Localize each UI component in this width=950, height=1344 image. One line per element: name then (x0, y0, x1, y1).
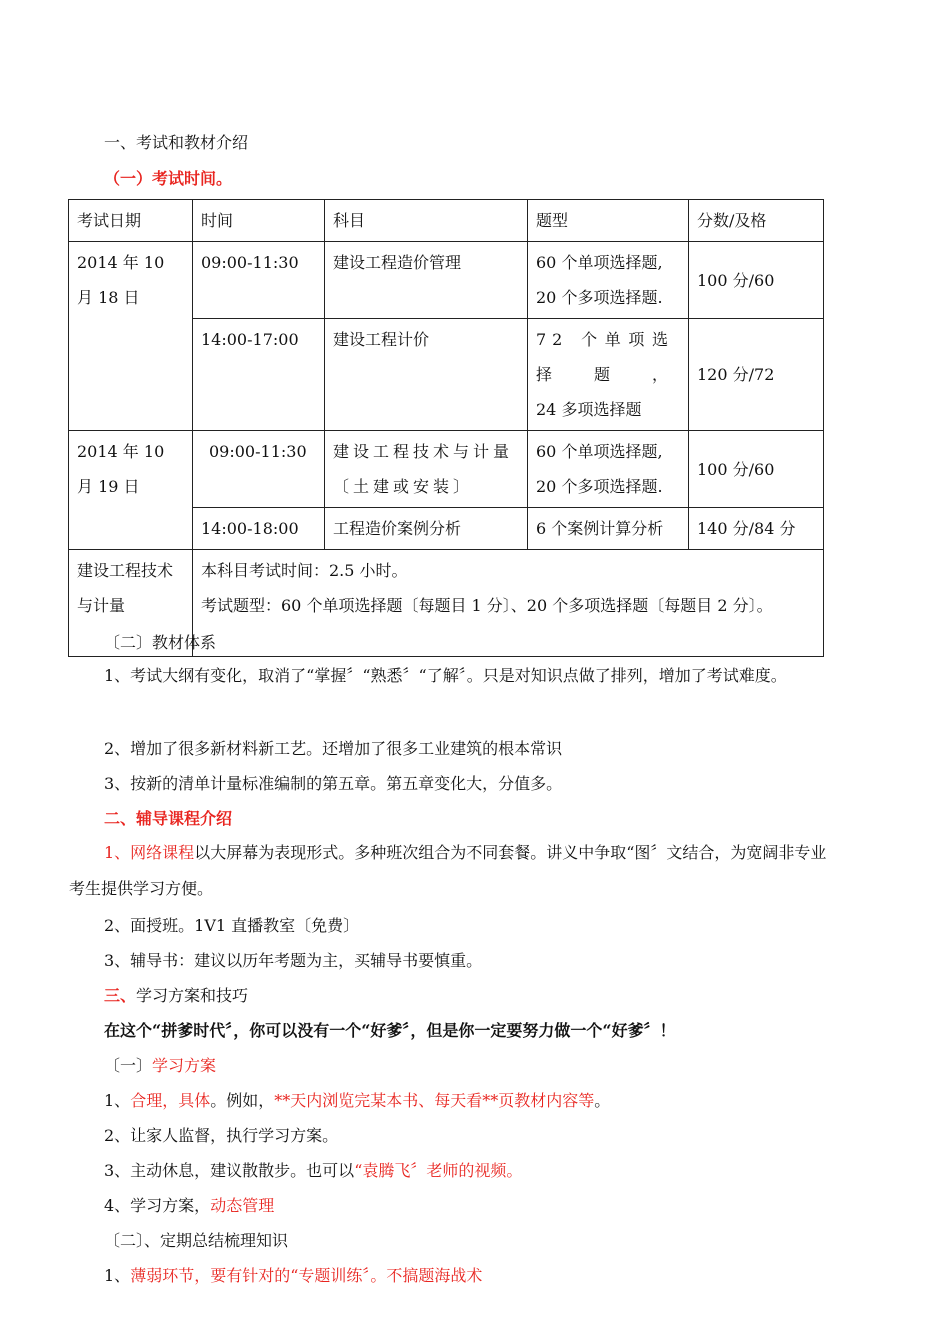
textbook-item-3: 3、按新的清单计量标准编制的第五章。第五章变化大，分值多。 (104, 774, 563, 793)
score-cell: 100 分/60 (689, 242, 824, 319)
question-type-line: 60 个单项选择题, (536, 253, 663, 272)
table-row (69, 431, 824, 508)
textbook-title: 〔二〕教材体系 (104, 633, 217, 652)
review-item-1 (104, 1266, 482, 1286)
course-item-3: 3、辅导书：建议以历年考题为主，买辅导书要慎重。 (104, 951, 483, 970)
plan-title (104, 1056, 216, 1076)
exam-date-cell: 2014 年 10 月 19 日 (69, 431, 193, 550)
course-item-1-text: 以大屏幕为表现形式。多种班次组合为不同套餐。讲义中争取“图〞文结合，为宽阔非专业考生提供学习方便。 (69, 843, 827, 898)
plan-title-text: 学习方案 (152, 1056, 217, 1075)
plan-item-3 (104, 1161, 522, 1181)
subject-cell: 建设工程造价管理 (325, 242, 528, 319)
section-2-title: 二、辅导课程介绍 (104, 809, 233, 828)
subject-cell: 建设工程技术与计量〔土建或安装〕 (325, 431, 528, 508)
textbook-item-2: 2、增加了很多新材料新工艺。还增加了很多工业建筑的根本常识 (104, 739, 563, 758)
plan-item-1 (104, 1091, 610, 1111)
time-cell: 14:00-18:00 (193, 508, 325, 550)
time-cell: 09:00-11:30 (193, 431, 325, 508)
question-type-cell (528, 319, 689, 431)
plan-item-4 (104, 1196, 274, 1216)
subject-cell: 工程造价案例分析 (325, 508, 528, 550)
plan-item-4-text: 4、学习方案， (104, 1196, 211, 1215)
table-row (69, 242, 824, 319)
motto: 在这个“拼爹时代〞，你可以没有一个“好爹〞，但是你一定要努力做一个“好爹〞！ (104, 1021, 676, 1040)
question-type-line: 24 多项选择题 (536, 400, 642, 419)
header-score: 分数/及格 (689, 200, 824, 242)
exam-time-title: （一）考试时间。 (104, 169, 233, 188)
review-item-1-number: 1、 (104, 1266, 131, 1285)
plan-item-1-end: 。 (594, 1091, 611, 1110)
note-line: 本科目考试时间：2.5 小时。 (201, 561, 408, 580)
plan-item-1-example: **天内浏览完某本书、每天看**页教材内容等 (274, 1091, 595, 1110)
review-title: 〔二〕、定期总结梳理知识 (104, 1231, 289, 1250)
exam-date-cell: 2014 年 10 月 18 日 (69, 242, 193, 431)
course-item-1-highlight: 1、网络课程 (104, 843, 195, 862)
plan-item-3-highlight: “袁腾飞〞老师的视频。 (354, 1161, 523, 1180)
course-item-2: 2、面授班。1V1 直播教室〔免费〕 (104, 916, 360, 935)
section-3-text: 学习方案和技巧 (136, 986, 249, 1005)
score-cell: 120 分/72 (689, 319, 824, 431)
header-time: 时间 (193, 200, 325, 242)
plan-title-prefix: 〔一〕 (104, 1056, 153, 1075)
plan-item-2: 2、让家人监督，执行学习方案。 (104, 1126, 339, 1145)
plan-item-3-text: 3、主动休息，建议散散步。也可以 (104, 1161, 355, 1180)
note-line: 考试题型：60 个单项选择题〔每题目 1 分〕、20 个多项选择题〔每题目 2 分〕。 (201, 596, 773, 615)
question-type-cell (528, 431, 689, 508)
header-subject: 科目 (325, 200, 528, 242)
question-type-line: 20 个多项选择题. (536, 477, 663, 496)
section-3-title (104, 986, 248, 1006)
question-type-line: 60 个单项选择题, (536, 442, 663, 461)
course-item-1 (69, 835, 839, 907)
time-cell: 14:00-17:00 (193, 319, 325, 431)
score-cell: 100 分/60 (689, 431, 824, 508)
plan-item-4-highlight: 动态管理 (210, 1196, 275, 1215)
note-label-cell: 建设工程技术与计量 (69, 550, 193, 657)
note-content-cell (193, 550, 824, 657)
section-3-number: 三、 (104, 986, 137, 1005)
plan-item-1-text: 。例如， (210, 1091, 275, 1110)
question-type-line: 72 个单项选择题， (536, 330, 674, 384)
section-1-title: 一、考试和教材介绍 (104, 133, 249, 152)
header-question-type: 题型 (528, 200, 689, 242)
plan-item-1-number: 1、 (104, 1091, 131, 1110)
review-item-1-highlight: 薄弱环节，要有针对的“专题训练〞。不搞题海战术 (130, 1266, 483, 1285)
score-cell: 140 分/84 分 (689, 508, 824, 550)
table-header-row (69, 200, 824, 242)
question-type-cell (528, 242, 689, 319)
plan-item-1-highlight: 合理，具体 (130, 1091, 211, 1110)
question-type-cell: 6 个案例计算分析 (528, 508, 689, 550)
subject-cell: 建设工程计价 (325, 319, 528, 431)
textbook-item-1: 1、考试大纲有变化，取消了“掌握〞“熟悉〞“了解〞。只是对知识点做了排列，增加了考试难度。 (104, 666, 787, 685)
header-date: 考试日期 (69, 200, 193, 242)
time-cell: 09:00-11:30 (193, 242, 325, 319)
question-type-line: 20 个多项选择题. (536, 288, 663, 307)
exam-schedule-table (68, 199, 824, 657)
